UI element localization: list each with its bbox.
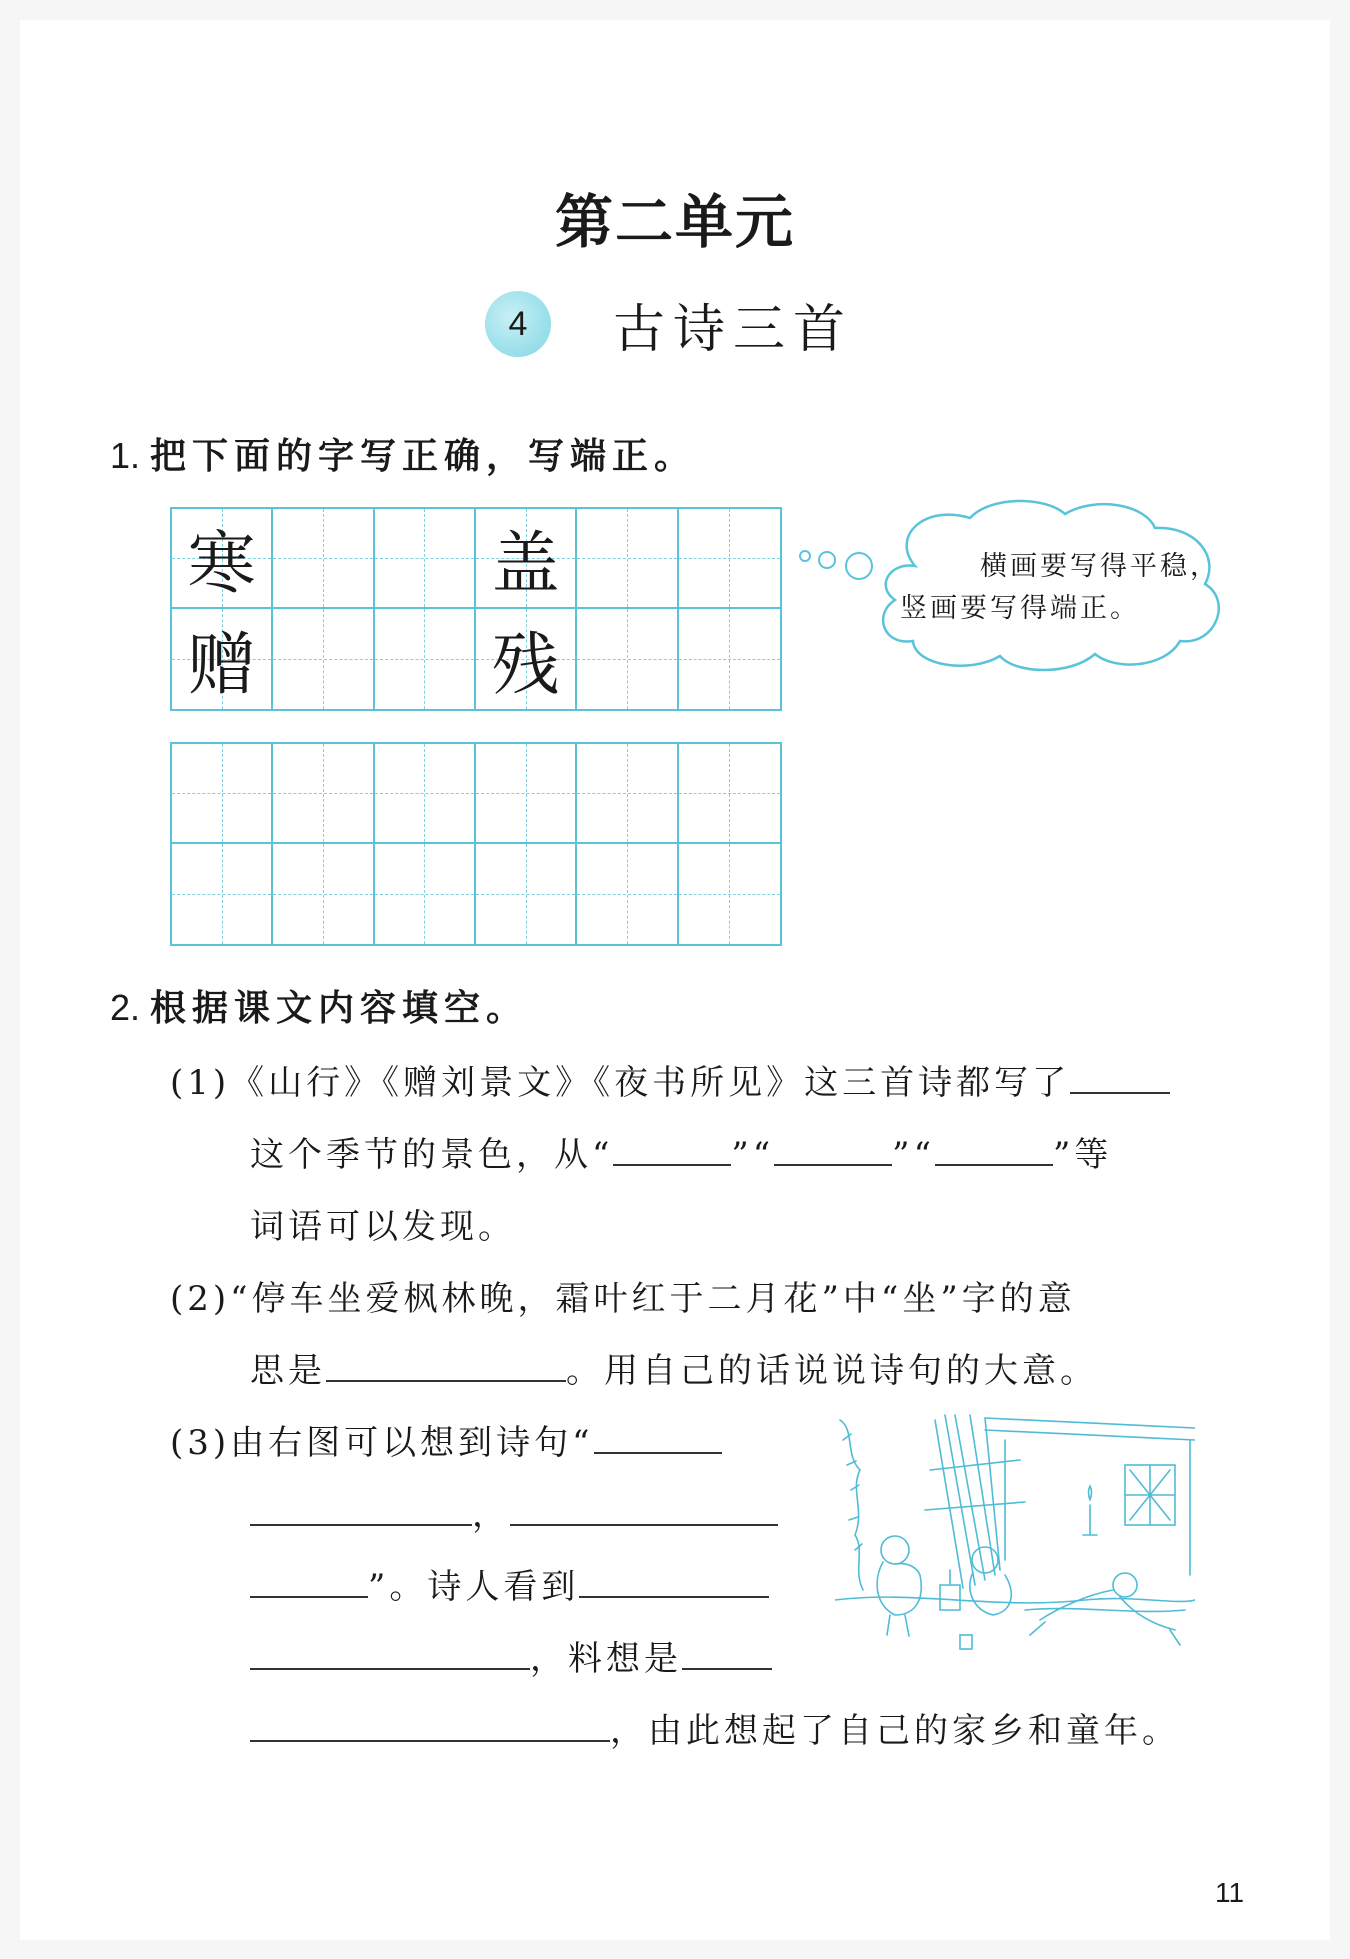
q2-item3-line3: [250, 1559, 769, 1608]
grid-cell[interactable]: [273, 844, 374, 944]
unit-title: 第二单元: [554, 188, 795, 256]
example-character: 寒: [187, 524, 256, 604]
item-text: 等: [1074, 1135, 1113, 1175]
q2-item2-line1: [170, 1271, 1076, 1320]
grid-cell: [476, 509, 577, 609]
answer-blank[interactable]: [250, 1638, 530, 1670]
grid-cell[interactable]: [172, 844, 273, 944]
children-catching-crickets-illustration: [835, 1410, 1195, 1665]
quote-mark: “: [913, 1135, 935, 1175]
grid-cell[interactable]: [375, 844, 476, 944]
grid-cell[interactable]: [375, 509, 476, 609]
page-number: 11: [1215, 1877, 1245, 1908]
tip-line-1: 横画要写得平稳，: [980, 551, 1220, 582]
grid-cell[interactable]: [375, 744, 476, 844]
q2-item1-line3: 词语可以发现。: [250, 1207, 516, 1247]
example-character: 盖: [491, 524, 560, 604]
grid-cell[interactable]: [273, 609, 374, 709]
item-text: 这个季节的景色，从: [250, 1135, 592, 1175]
quote-mark: ”: [731, 1135, 753, 1175]
grid-cell[interactable]: [172, 744, 273, 844]
quote-mark: “: [752, 1135, 775, 1175]
answer-blank[interactable]: [774, 1134, 892, 1166]
question-1-number: 1.: [110, 435, 141, 476]
q2-item3-line4: [250, 1631, 772, 1680]
grid-cell[interactable]: [375, 609, 476, 709]
question-2-number: 2.: [110, 987, 141, 1028]
writing-grid-practice: [170, 742, 782, 946]
question-1-heading: [110, 428, 696, 479]
grid-cell[interactable]: [679, 844, 780, 944]
quote-mark: “: [592, 1135, 614, 1175]
item-label: (3): [170, 1423, 231, 1463]
question-1-text: 把下面的字写正确，写端正。: [150, 435, 697, 477]
grid-cell[interactable]: [577, 609, 678, 709]
item-text: ，料想是: [530, 1639, 682, 1679]
answer-blank[interactable]: [682, 1638, 772, 1670]
answer-blank[interactable]: [250, 1710, 610, 1742]
answer-blank[interactable]: [579, 1566, 769, 1598]
grid-cell: [172, 609, 273, 709]
grid-cell[interactable]: [679, 509, 780, 609]
q2-item3-line1: [170, 1415, 722, 1464]
tip-thought-bubble: [795, 496, 1235, 676]
q2-item3-line2: [250, 1487, 778, 1536]
grid-cell[interactable]: [577, 744, 678, 844]
grid-cell[interactable]: [273, 509, 374, 609]
answer-blank[interactable]: [326, 1350, 566, 1382]
answer-blank[interactable]: [510, 1494, 778, 1526]
lesson-header: [485, 288, 853, 360]
example-character: 赠: [187, 625, 256, 705]
item-text: ，由此想起了自己的家乡和童年。: [610, 1711, 1180, 1751]
grid-cell[interactable]: [577, 509, 678, 609]
grid-cell[interactable]: [273, 744, 374, 844]
item-text: ，: [472, 1495, 510, 1535]
item-label: (1): [170, 1063, 231, 1103]
grid-cell[interactable]: [476, 744, 577, 844]
question-2-text: 根据课文内容填空。: [150, 987, 529, 1029]
q2-item1-line2: [250, 1127, 1112, 1176]
grid-cell: [172, 509, 273, 609]
grid-cell[interactable]: [476, 844, 577, 944]
question-2-heading: [110, 980, 528, 1031]
item-text: 由右图可以想到诗句“: [230, 1423, 594, 1463]
q2-item3-line5: [250, 1703, 1180, 1752]
q2-item1-line1: [170, 1055, 1170, 1104]
answer-blank[interactable]: [613, 1134, 731, 1166]
grid-cell[interactable]: [679, 609, 780, 709]
item-text: 思是: [250, 1351, 326, 1391]
answer-blank[interactable]: [935, 1134, 1053, 1166]
answer-blank[interactable]: [594, 1422, 722, 1454]
lesson-title: 古诗三首: [613, 299, 854, 360]
lesson-number-badge: 4: [485, 291, 551, 357]
item-text: 《山行》《赠刘景文》《夜书所见》这三首诗都写了: [230, 1063, 1071, 1103]
writing-grid-example: [170, 507, 782, 711]
grid-cell: [476, 609, 577, 709]
example-character: 残: [491, 625, 560, 705]
answer-blank[interactable]: [250, 1566, 368, 1598]
tip-line-2: 竖画要写得端正。: [900, 593, 1140, 624]
item-text: ”。诗人看到: [368, 1567, 580, 1607]
item-text: “停车坐爱枫林晚，霜叶红于二月花”中“坐”字的意: [230, 1279, 1076, 1319]
grid-cell[interactable]: [577, 844, 678, 944]
q2-item2-line2: [250, 1343, 1098, 1392]
quote-mark: ”: [892, 1135, 914, 1175]
item-label: (2): [170, 1279, 231, 1319]
answer-blank[interactable]: [250, 1494, 472, 1526]
item-text: 。用自己的话说说诗句的大意。: [566, 1351, 1098, 1391]
grid-cell[interactable]: [679, 744, 780, 844]
quote-mark: ”: [1052, 1135, 1075, 1175]
tip-text: [900, 546, 1220, 630]
answer-blank[interactable]: [1070, 1062, 1170, 1094]
